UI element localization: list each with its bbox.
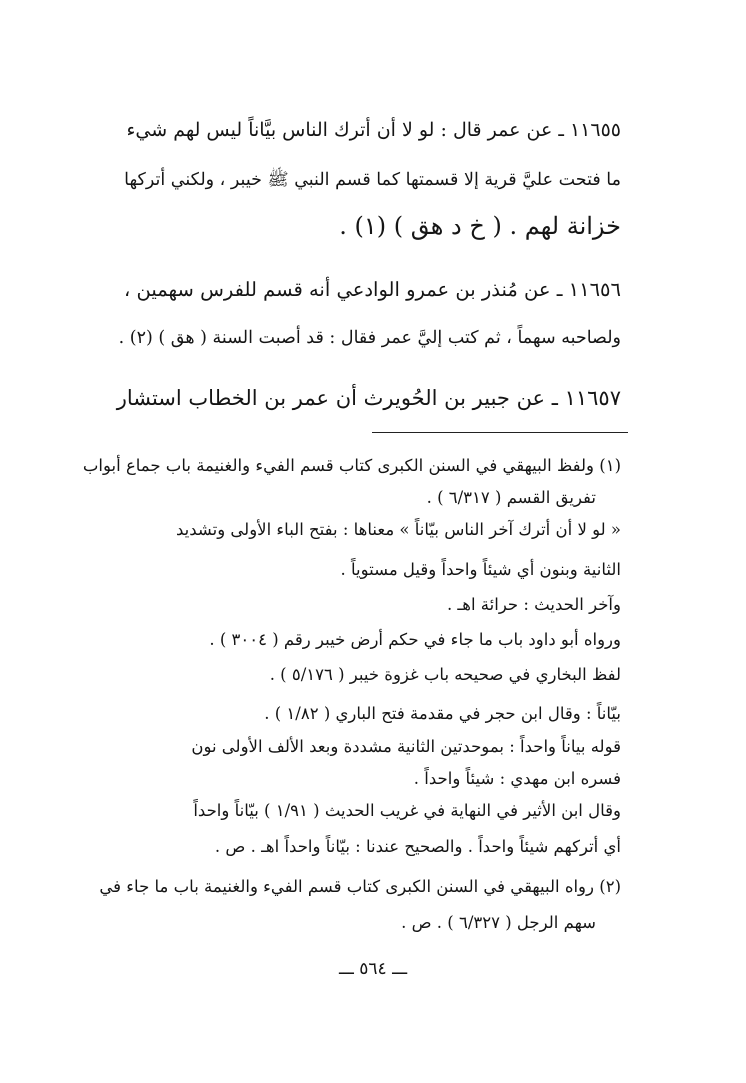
footnote-line: (٢) رواه البيهقي في السنن الكبرى كتاب قسم الفيء والغنيمة باب ما جاء في	[99, 877, 621, 896]
footnote-line: لفظ البخاري في صحيحه باب غزوة خيبر ( ٥/١٧٦ ) .	[269, 665, 621, 684]
main-text-line: ١١٦٥٥ ـ عن عمر قال : لو لا أن أترك الناس بيَّاناً ليس لهم شيء	[126, 119, 621, 141]
main-text-line: ١١٦٥٧ ـ عن جبير بن الحُويرث أن عمر بن الخطاب استشار	[116, 386, 621, 410]
footnote-line: (١) ولفظ البيهقي في السنن الكبرى كتاب قسم الفيء والغنيمة باب جماع أبواب	[82, 456, 621, 475]
footnote-line: بيّاناً : وقال ابن حجر في مقدمة فتح الباري ( ١/٨٢ ) .	[264, 704, 621, 723]
footnote-line: « لو لا أن أترك آخر الناس بيّاناً » معناها : بفتح الباء الأولى وتشديد	[175, 520, 621, 539]
footnote-line: أي أتركهم شيئاً واحداً . والصحيح عندنا : بيّاناً واحداً اهـ . ص .	[214, 837, 621, 856]
footnote-line: وآخر الحديث : حرائة اهـ .	[446, 595, 621, 614]
footnote-line: سهم الرجل ( ٦/٣٢٧ ) . ص .	[401, 913, 596, 932]
footnote-line: ورواه أبو داود باب ما جاء في حكم أرض خيبر رقم ( ٣٠٠٤ ) .	[209, 630, 621, 649]
footnote-divider	[372, 432, 628, 433]
footnote-line: قوله بياناً واحداً : بموحدتين الثانية مشددة وبعد الألف الأولى نون	[191, 737, 621, 756]
main-text-line: ١١٦٥٦ ـ عن مُنذر بن عمرو الوادعي أنه قسم للفرس سهمين ،	[124, 278, 621, 301]
page-number: ـــ ٥٦٤ ـــ	[338, 959, 408, 979]
main-text-line: خزانة لهم . ( خ د هق ) (١) .	[339, 212, 621, 240]
main-text-line: ولصاحبه سهماً ، ثم كتب إليَّ عمر فقال : قد أصبت السنة ( هق ) (٢) .	[118, 328, 621, 348]
footnote-line: الثانية وبنون أي شيئاً واحداً وقيل مستوياً .	[340, 560, 621, 579]
footnote-line: فسره ابن مهدي : شيئاً واحداً .	[413, 769, 621, 788]
main-text-line: ما فتحت عليَّ قرية إلا قسمتها كما قسم النبي ﷺ خيبر ، ولكني أتركها	[124, 170, 621, 190]
footnote-line: وقال ابن الأثير في النهاية في غريب الحديث ( ١/٩١ ) بيّاناً واحداً	[193, 801, 621, 820]
footnote-line: تفريق القسم ( ٦/٣١٧ ) .	[426, 488, 596, 507]
